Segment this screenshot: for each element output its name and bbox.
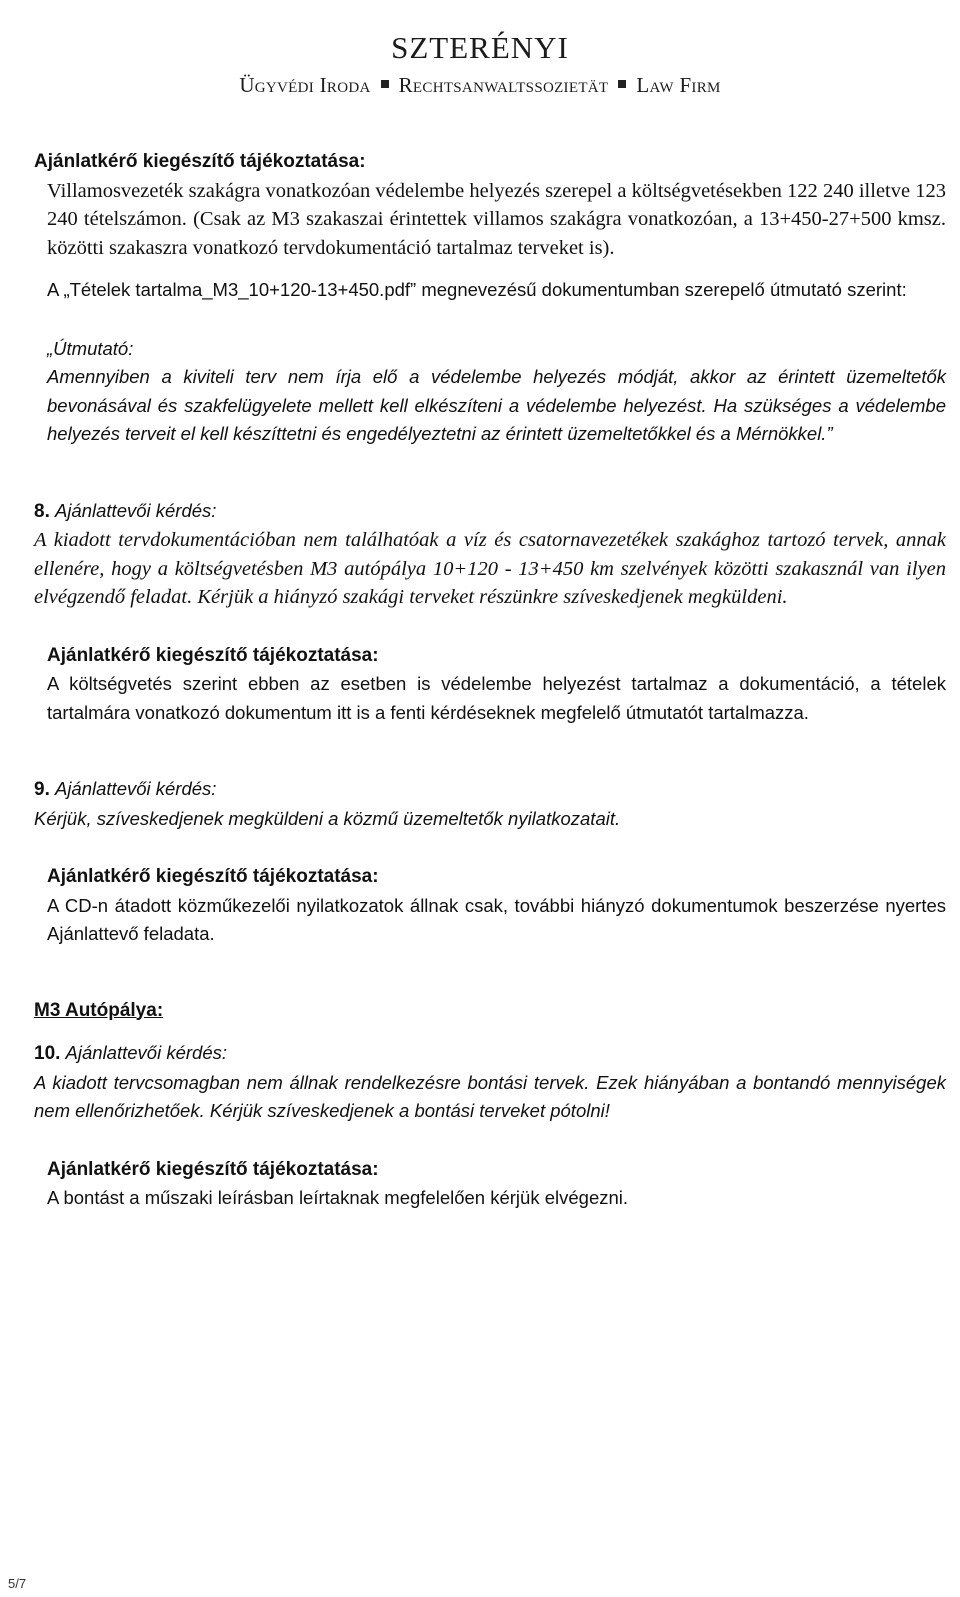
question-10-label: Ajánlattevői kérdés:: [65, 1042, 227, 1063]
document-body: [34, 148, 946, 1213]
letterhead: [0, 30, 960, 98]
answer-10-text: A bontást a műszaki leírásban leírtaknak megfelelően kérjük elvégezni.: [47, 1187, 629, 1208]
question-10-header: [34, 1039, 946, 1069]
question-8-number: 8.: [34, 500, 50, 522]
square-bullet-icon: [381, 80, 389, 88]
square-bullet-icon: [618, 80, 626, 88]
section-1-reference: A „Tételek tartalma_M3_10+120-13+450.pdf” megnevezésű dokumentumban szerepelő útmutató szerint:: [47, 279, 907, 300]
answer-10-heading: Ajánlatkérő kiegészítő tájékoztatása:: [47, 1158, 379, 1180]
page-number: 5/7: [8, 1576, 27, 1591]
answer-8-heading: Ajánlatkérő kiegészítő tájékoztatása:: [47, 644, 379, 666]
answer-9-text: A CD-n átadott közműkezelői nyilatkozatok állnak csak, további hiányzó dokumentumok beszerzése nyertes Ajánlattevő feladata.: [47, 894, 946, 944]
subtitle-part-2: Rechtsanwaltssozietät: [398, 73, 609, 97]
guide-text: Amennyiben a kiviteli terv nem írja elő a védelembe helyezés módját, akkor az érintett üzemeltetők bevonásával és szakfelügyelete mellett kell elkészíteni a védelembe helyezést. Ha szükséges a védelembe helyezés terveit el kell készíttetni és engedélyeztetni az érintett üzemeltetőkkel és a Mérnökkel.”: [47, 366, 946, 444]
answer-8-text: A költségvetés szerint ebben az esetben is védelembe helyezést tartalmaz a dokumentáció, a tételek tartalmára vonatkozó dokumentum itt is a fenti kérdéseknek megfelelő útmutatót tartalmazza.: [47, 673, 946, 723]
guide-title: „Útmutató:: [47, 337, 134, 359]
question-9-label: Ajánlattevői kérdés:: [54, 778, 217, 799]
section-1-heading: Ajánlatkérő kiegészítő tájékoztatása:: [34, 151, 366, 172]
section-1-text: Villamosvezeték szakágra vonatkozóan védelembe helyezés szerepel a költségvetésekben 122 240 illetve 123 240 tételszámon. (Csak az M3 szakaszai érintettek villamos szakágra vonatkozóan, a 13+450-27+500 kmsz. közötti szakaszra vonatkozó tervdokumentáció tartalmaz terveket is).: [47, 179, 946, 259]
question-8-text: A kiadott tervdokumentációban nem találhatóak a víz és csatornavezetékek szakághoz tartozó tervek, annak ellenére, hogy a költségvetésben M3 autópálya 10+120 - 13+450 km szelvények közötti szakasznál van ilyen elvégzendő feladat. Kérjük a hiányzó szakági terveket részünkre szíveskedjenek megküldeni.: [34, 529, 946, 608]
firm-name: SZTERÉNYI: [391, 30, 569, 65]
question-10-number: 10.: [34, 1043, 61, 1064]
subtitle-part-3: Law Firm: [636, 73, 721, 97]
subtitle-part-1: Ügyvédi Iroda: [239, 73, 371, 97]
question-9-header: [34, 775, 946, 805]
question-9-text: Kérjük, szíveskedjenek megküldeni a közmű üzemeltetők nyilatkozatait.: [34, 807, 621, 829]
question-8-label: Ajánlattevői kérdés:: [54, 499, 217, 521]
m3-section-heading: M3 Autópálya:: [34, 999, 164, 1021]
question-8-header: [34, 497, 946, 527]
question-10-text: A kiadott tervcsomagban nem állnak rendelkezésre bontási tervek. Ezek hiányában a bontandó mennyiségek nem ellenőrizhetőek. Kérjük szíveskedjenek a bontási terveket pótolni!: [34, 1071, 946, 1121]
question-9-number: 9.: [34, 779, 50, 800]
firm-subtitle: [0, 72, 960, 98]
answer-9-heading: Ajánlatkérő kiegészítő tájékoztatása:: [47, 866, 379, 887]
